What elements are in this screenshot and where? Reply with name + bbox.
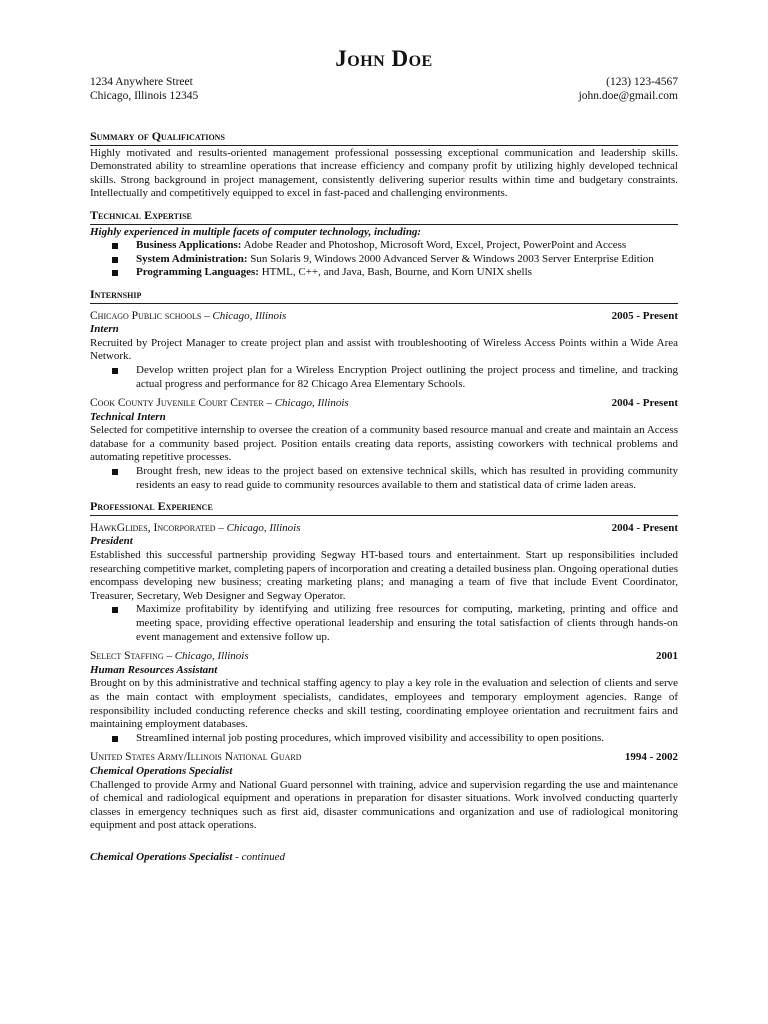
job-title: Technical Intern xyxy=(90,410,166,423)
bullet-icon xyxy=(112,243,118,249)
email: john.doe@gmail.com xyxy=(578,90,678,102)
bullet-icon xyxy=(112,469,118,475)
job-description: Challenged to provide Army and National Guard personnel with training, advice and supervision regarding the use and maintenance of chemical and radiological equipment and operations in preparation for disaster situations. Work involved conducting quarterly classes in emergency techniques such as first aid, disaster communications and organization and use of radiological monitoring equipment and post attack operations. xyxy=(90,778,678,832)
job-dates: 2005 - Present xyxy=(611,309,678,322)
job-title: Intern xyxy=(90,323,119,336)
job-title: Chemical Operations Specialist xyxy=(90,764,233,777)
job-bullets xyxy=(90,364,678,391)
job-header: HawkGlides, Incorporated – Chicago, Illinois 2004 - Present xyxy=(90,521,678,534)
bullet-icon xyxy=(112,270,118,276)
employer-name: Select Staffing xyxy=(90,650,164,663)
job-title: Human Resources Assistant xyxy=(90,663,218,676)
job-header: Select Staffing – Chicago, Illinois 2001 xyxy=(90,650,678,663)
job-bullets xyxy=(90,465,678,492)
contact-block xyxy=(90,75,678,103)
job-bullets xyxy=(90,732,678,746)
address-line-1: 1234 Anywhere Street xyxy=(90,76,193,88)
list-item: System Administration: Sun Solaris 9, Windows 2000 Advanced Server & Windows 2003 Server Enterprise Edition xyxy=(90,253,678,267)
bullet-icon xyxy=(112,607,118,613)
job-description: Recruited by Project Manager to create project plan and assist with troubleshooting of Wireless Access Points within a Wide Area Network. xyxy=(90,336,678,363)
address-line-2: Chicago, Illinois 12345 xyxy=(90,90,199,102)
list-item: Brought fresh, new ideas to the project based on extensive technical skills, which has resulted in providing community residents an easy to read guide to community resources available to them and statistical data of crime laden areas. xyxy=(90,465,678,492)
list-item: Streamlined internal job posting procedures, which improved visibility and accessibility to open positions. xyxy=(90,732,678,746)
job-header: Cook County Juvenile Court Center – Chicago, Illinois 2004 - Present xyxy=(90,397,678,410)
job-dates: 2004 - Present xyxy=(611,521,678,534)
continued-suffix: - continued xyxy=(232,850,285,863)
technical-list xyxy=(90,239,678,280)
job-description: Selected for competitive internship to oversee the creation of a community based resource manual and create and maintain an Access database for a community based project. Position entails creating data reports, assisting coworkers with technical problems and automating repetitive processes. xyxy=(90,424,678,464)
bullet-icon xyxy=(112,368,118,374)
resume-body xyxy=(90,130,678,865)
bullet-icon xyxy=(112,736,118,742)
bullet-icon xyxy=(112,257,118,263)
candidate-name: John Doe xyxy=(335,46,433,71)
section-heading-technical: Technical Expertise xyxy=(90,209,678,225)
section-heading-experience: Professional Experience xyxy=(90,500,678,516)
job-bullets xyxy=(90,603,678,644)
section-heading-internship: Internship xyxy=(90,288,678,304)
job-location: Chicago, Illinois xyxy=(212,309,287,322)
employer-name: Chicago Public schools xyxy=(90,309,202,322)
employer-name: Cook County Juvenile Court Center xyxy=(90,397,264,410)
employer-name: United States Army/Illinois National Guard xyxy=(90,751,302,764)
phone: (123) 123-4567 xyxy=(606,76,678,88)
list-item: Maximize profitability by identifying and utilizing free resources for computing, marketing, printing and office and meeting space, providing effective operational leadership and ensuring the total satisfaction of clients through hands-on event management and extensive follow up. xyxy=(90,603,678,644)
job-dates: 2004 - Present xyxy=(611,397,678,410)
job-description: Brought on by this administrative and technical staffing agency to play a key role in the evaluation and selection of clients and serve as the main contact with employment specialists, candidates, employees and temporary employment agencies. Range of responsibility included conducting reference checks and skill testing, coordinating employee orientation and recruitment fairs and maintaining employment databases. xyxy=(90,677,678,731)
job-dates: 2001 xyxy=(656,650,678,663)
technical-lead: Highly experienced in multiple facets of computer technology, including: xyxy=(90,225,422,238)
summary-text: Highly motivated and results-oriented management professional possessing exceptional communication and leadership skills. Demonstrated ability to streamline operations that increase efficiency and company profit by utilizing highly developed technical skills. Strong background in project management, consistently delivering superior results within time and budgetary constraints. Intellectually and competitively equipped to excel in fast-paced and challenging environments. xyxy=(90,146,678,200)
list-item: Business Applications: Adobe Reader and Photoshop, Microsoft Word, Excel, Project, PowerPoint and Access xyxy=(90,239,678,253)
job-header xyxy=(90,751,678,765)
contact-right xyxy=(579,75,678,103)
job-location: Chicago, Illinois xyxy=(226,521,301,534)
job-header: Chicago Public schools – Chicago, Illinois 2005 - Present xyxy=(90,309,678,322)
employer-name: HawkGlides, Incorporated xyxy=(90,521,216,534)
continued-title: Chemical Operations Specialist xyxy=(90,850,233,863)
list-item: Programming Languages: HTML, C++, and Java, Bash, Bourne, and Korn UNIX shells xyxy=(90,266,678,280)
job-location: Chicago, Illinois xyxy=(274,397,349,410)
job-dates: 1994 - 2002 xyxy=(624,751,678,764)
list-item: Develop written project plan for a Wireless Encryption Project outlining the project process and timeline, and tracking actual progress and performance for 82 Chicago Area Elementary Schools. xyxy=(90,364,678,391)
job-title: President xyxy=(90,535,133,548)
continued-line xyxy=(90,851,678,865)
job-location: Chicago, Illinois xyxy=(174,650,249,663)
section-heading-summary: Summary of Qualifications xyxy=(90,130,678,146)
job-description: Established this successful partnership providing Segway HT-based tours and entertainment. Start up responsibilities included researching competitive market, completing papers of incorporation and creating a detailed business plan. Ongoing operational duties encompass developing new business; creating marketing plans; and managing a team of five that include Event Coordinator, Treasurer, Secretary, Web Designer and Segway Operator. xyxy=(90,549,679,602)
